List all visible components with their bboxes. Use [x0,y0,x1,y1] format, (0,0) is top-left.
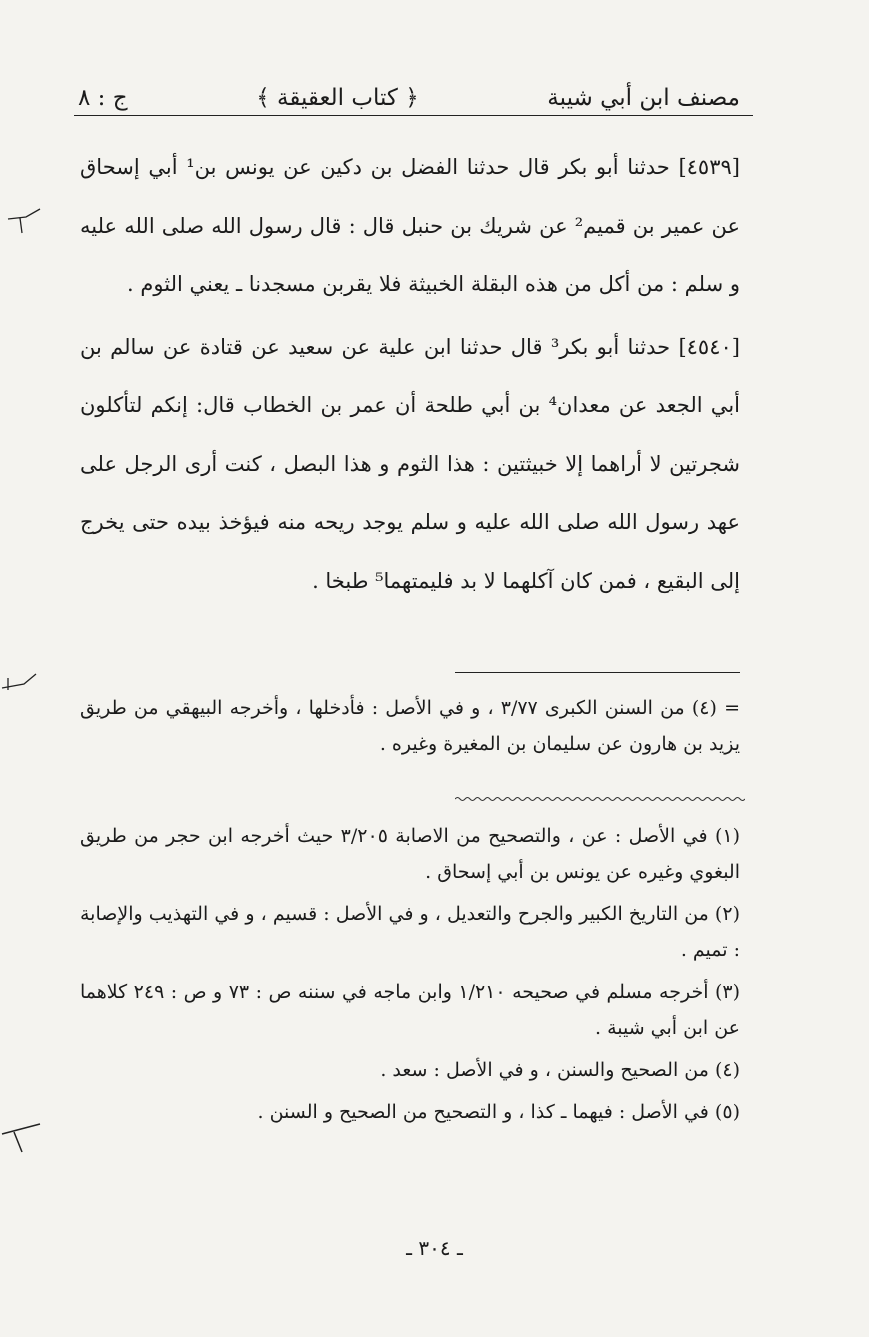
footnote-5: (٥) في الأصل : فيهما ـ كذا ، و التصحيح من الصحيح و السنن . [257,1101,740,1123]
footnote-rule [455,672,740,673]
footnote-1: (١) في الأصل : عن ، والتصحيح من الاصابة ٣/٢٠٥ حيث أخرجه ابن حجر من طريق البغوي وغيره عن يونس بن أبي إسحاق . [80,825,740,883]
margin-mark-icon [0,668,40,708]
header-rule [74,115,753,116]
margin-mark-icon [0,1118,50,1158]
footnotes [80,818,740,1136]
chapter-title: ﴿ كتاب العقيقة ﴾ [256,85,419,111]
book-title: مصنف ابن أبي شيبة [547,85,740,111]
hadith-4539: [٤٥٣٩] حدثنا أبو بكر قال حدثنا الفضل بن دكين عن يونس بن¹ أبي إسحاق عن عمير بن قميم² عن شريك بن حنبل قال : قال رسول الله صلى الله عليه و سلم : من أكل من هذه البقلة الخبيثة فلا يقربن مسجدنا ـ يعني الثوم . [80,155,740,296]
wavy-divider [455,796,745,802]
footnote-2: (٢) من التاريخ الكبير والجرح والتعديل ، و في الأصل : قسيم ، و في التهذيب والإصابة : تميم . [80,903,740,961]
hadith-4540: [٤٥٤٠] حدثنا أبو بكر³ قال حدثنا ابن علية عن سعيد عن قتادة عن سالم بن أبي الجعد عن معدان⁴ بن أبي طلحة أن عمر بن الخطاب قال: إنكم لتأكلون شجرتين لا أراهما إلا خبيثتين : هذا الثوم و هذا البصل ، كنت أرى الرجل على عهد رسول الله صلى الله عليه و سلم يوجد ريحه منه فيؤخذ بيده حتى يخرج إلى البقيع ، فمن كان آكلهما لا بد فليمتهما⁵ طبخا . [80,334,740,593]
footnote-3: (٣) أخرجه مسلم في صحيحه ١/٢١٠ وابن ماجه في سننه ص : ٧٣ و ص : ٢٤٩ كلاهما عن ابن أبي شيبة . [80,981,740,1039]
footnote-4: (٤) من الصحيح والسنن ، و في الأصل : سعد . [380,1059,740,1081]
main-text [80,138,740,610]
page-number: ـ ٣٠٤ ـ [406,1236,463,1260]
volume-number: ج : ٨ [78,85,128,111]
margin-mark-icon [6,205,46,245]
continued-footnote: = (٤) من السنن الكبرى ٣/٧٧ ، و في الأصل : فأدخلها ، وأخرجه البيهقي من طريق يزيد بن هارون عن سليمان بن المغيرة وغيره . [80,697,741,755]
page-header [78,66,740,112]
